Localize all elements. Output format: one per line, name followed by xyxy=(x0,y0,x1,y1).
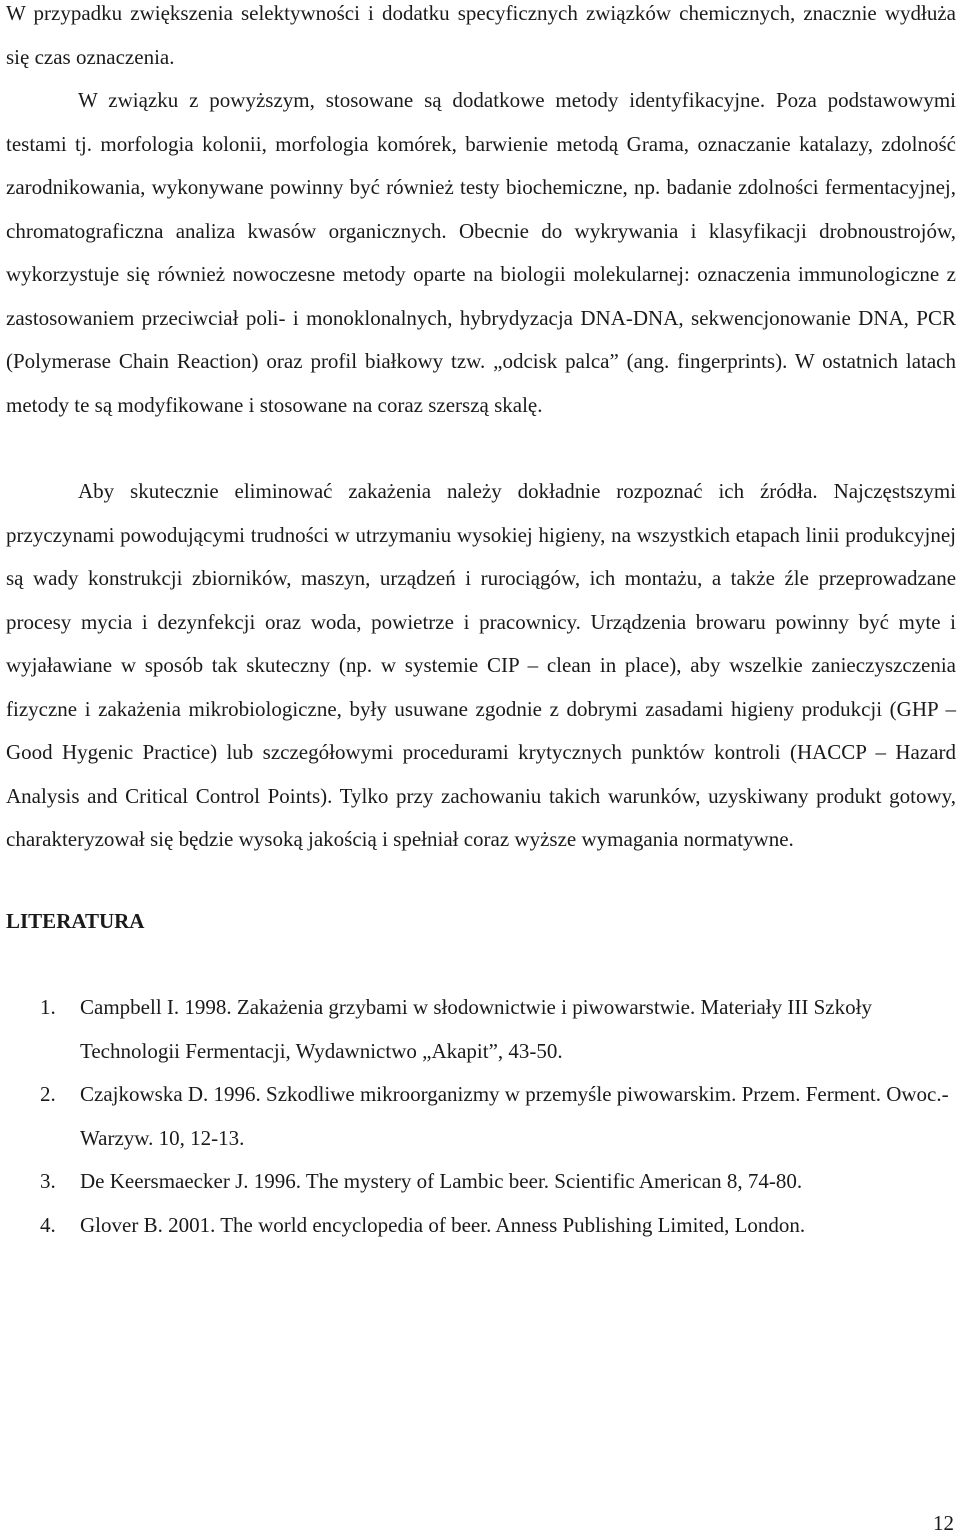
reference-line: Ferment. Owoc.-Warzyw. 10, 12-13. xyxy=(80,1082,949,1150)
page-number: 12 xyxy=(933,1511,954,1535)
paragraph-line: biochemiczne, np. badanie zdolności fermentacyjnej, chromatograficzna analiza kwasów xyxy=(6,175,956,243)
paragraph-intro xyxy=(6,0,956,79)
reference-line: De Keersmaecker J. 1996. The mystery of Lambic beer. Scientific American 8, 74-80. xyxy=(80,1169,803,1193)
paragraph-line: W związku z powyższym, stosowane są dodatkowe metody identyfikacyjne. Poza xyxy=(78,88,817,112)
reference-number: 1. xyxy=(40,995,56,1019)
paragraph-line: „odcisk palca” (ang. fingerprints). W ostatnich latach metody te są modyfikowane i xyxy=(6,349,957,417)
section-heading-literatura: LITERATURA xyxy=(6,908,145,933)
paragraph-line: organicznych. Obecnie do wykrywania i klasyfikacji drobnoustrojów, wykorzystuje się xyxy=(6,218,956,286)
reference-line: Glover B. 2001. The world encyclopedia of beer. Anness Publishing Limited, London. xyxy=(80,1212,806,1237)
paragraph-line: skuteczny (np. w systemie CIP – clean in place), aby wszelkie zanieczyszczenia fizyczne i xyxy=(6,653,956,721)
paragraph-line: stosowane na coraz szerszą skalę. xyxy=(259,392,543,417)
reference-number: 4. xyxy=(40,1212,56,1237)
paragraph-identification-methods xyxy=(6,79,956,427)
paragraph-infection-sources xyxy=(6,470,956,862)
reference-line: Campbell I. 1998. Zakażenia grzybami w słodownictwie i piwowarstwie. Materiały III xyxy=(80,995,809,1019)
paragraph-line: również nowoczesne metody oparte na biologii molekularnej: oznaczenia immunologiczne z xyxy=(157,262,956,286)
paragraph-line: rurociągów, ich montażu, a także źle przeprowadzane procesy mycia i dezynfekcji oraz woda, xyxy=(6,566,957,634)
paragraph-line: takich warunków, uzyskiwany produkt gotowy, charakteryzował się będzie wysoką jakością i xyxy=(6,783,956,851)
paragraph-line: podstawowymi testami tj. morfologia kolonii, morfologia komórek, barwienie metodą Grama, xyxy=(6,88,956,156)
reference-line: Szkoły Technologii Fermentacji, Wydawnictwo „Akapit”, 43-50. xyxy=(80,995,872,1063)
reference-item xyxy=(6,1160,956,1204)
reference-number: 2. xyxy=(40,1082,56,1106)
paragraph-line: spełniał coraz wyższe wymagania normatywne. xyxy=(393,827,794,851)
reference-number: 3. xyxy=(40,1169,56,1193)
paragraph-line: znacznie wydłuża się czas oznaczenia. xyxy=(6,1,956,69)
paragraph-line: Aby skutecznie eliminować zakażenia należy dokładnie rozpoznać ich źródła. xyxy=(78,479,818,503)
reference-item xyxy=(6,986,956,1073)
paragraph-line: (GHP – Good Hygenic Practice) lub szczegółowymi procedurami krytycznych punktów xyxy=(6,696,956,764)
paragraph-line: sekwencjonowanie DNA, PCR (Polymerase Chain Reaction) oraz profil białkowy tzw. xyxy=(6,305,957,373)
reference-item xyxy=(6,1073,956,1160)
paragraph-line: wszystkich etapach linii produkcyjnej są wady konstrukcji zbiorników, maszyn, urządzeń i xyxy=(6,522,956,590)
paragraph-line: Najczęstszymi przyczynami powodującymi trudności w utrzymaniu wysokiej higieny, na xyxy=(6,479,957,547)
paragraph-line: kontroli (HACCP – Hazard Analysis and Critical Control Points). Tylko przy zachowaniu xyxy=(6,740,957,808)
reference-line: Czajkowska D. 1996. Szkodliwe mikroorganizmy w przemyśle piwowarskim. Przem. xyxy=(80,1082,801,1106)
paragraph-line: zakażenia mikrobiologiczne, były usuwane zgodnie z dobrymi zasadami higieny produkcji xyxy=(98,696,883,721)
reference-list xyxy=(6,986,956,1247)
document-page xyxy=(6,0,956,1247)
paragraph-line: oznaczanie katalazy, zdolność zarodnikowania, wykonywane powinny być również testy xyxy=(6,131,957,199)
paragraph-line: powietrze i pracownicy. Urządzenia browaru powinny być myte i wyjaławiane w sposób tak xyxy=(6,609,956,677)
reference-item xyxy=(6,1204,956,1248)
paragraph-line: W przypadku zwiększenia selektywności i dodatku specyficznych związków chemicznych, xyxy=(6,1,796,25)
paragraph-line: zastosowaniem przeciwciał poli- i monoklonalnych, hybrydyzacja DNA-DNA, xyxy=(6,305,684,330)
